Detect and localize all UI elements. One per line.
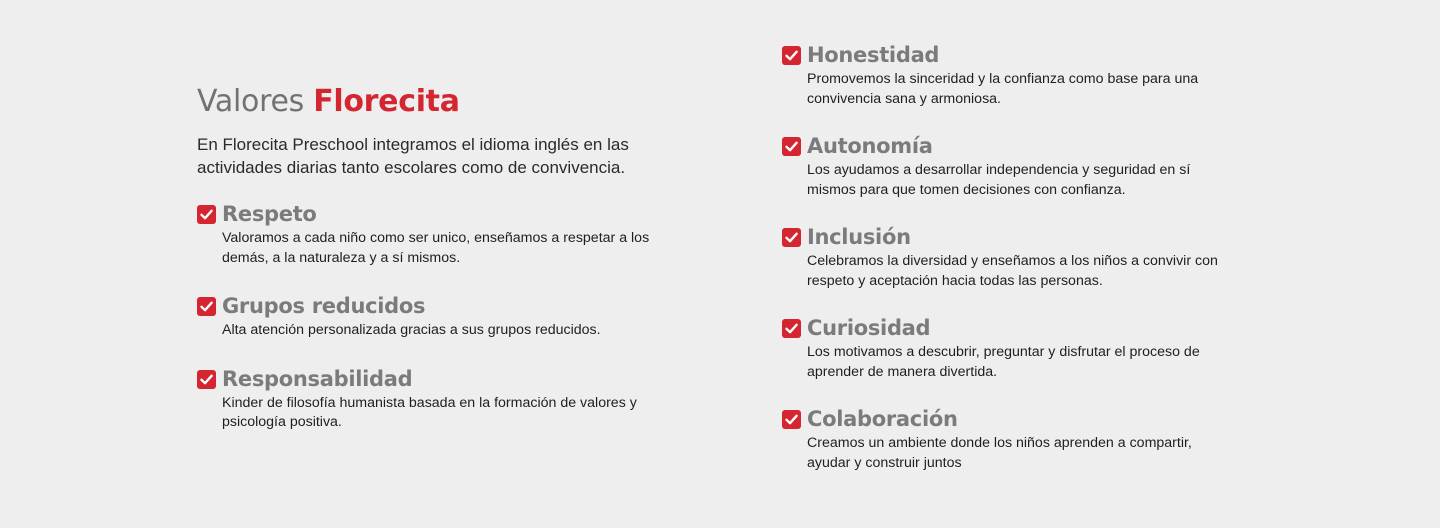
section-intro: En Florecita Preschool integramos el idioma inglés en las actividades diarias tanto escolares como de convivencia. [197,135,629,177]
values-right-column [782,42,1232,497]
value-title: Honestidad [807,43,940,67]
value-item-curiosidad [782,315,1232,382]
checkbox-checked-icon [782,410,801,429]
value-item-responsabilidad [197,366,667,433]
value-description: Creamos un ambiente donde los niños aprenden a compartir, ayudar y construir juntos [807,435,1192,471]
value-title: Inclusión [807,225,911,249]
section-title-brand: Florecita [313,84,460,119]
checkbox-checked-icon [197,370,216,389]
checkbox-checked-icon [782,46,801,65]
value-title: Respeto [222,202,317,226]
checkbox-checked-icon [197,205,216,224]
value-item-inclusion [782,224,1232,291]
value-item-honestidad [782,42,1232,109]
checkbox-checked-icon [197,297,216,316]
checkbox-checked-icon [782,319,801,338]
section-title [197,84,667,120]
value-item-autonomia [782,133,1232,200]
value-item-respeto [197,201,667,268]
values-intro-column [197,84,667,458]
value-description: Los ayudamos a desarrollar independencia y seguridad en sí mismos para que tomen decisiones con confianza. [807,162,1191,198]
right-values-list [782,42,1232,473]
left-values-list [197,201,667,433]
value-description: Valoramos a cada niño como ser unico, enseñamos a respetar a los demás, a la naturaleza y a sí mismos. [222,230,650,266]
section-title-prefix: Valores [197,84,304,119]
value-description: Los motivamos a descubrir, preguntar y disfrutar el proceso de aprender de manera divertida. [807,344,1200,380]
value-title: Colaboración [807,407,958,431]
value-description: Promovemos la sinceridad y la confianza como base para una convivencia sana y armoniosa. [807,71,1199,107]
value-item-grupos-reducidos [197,293,667,341]
checkbox-checked-icon [782,137,801,156]
value-item-colaboracion [782,406,1232,473]
value-title: Responsabilidad [222,366,413,391]
value-title: Grupos reducidos [222,294,426,318]
value-description: Alta atención personalizada gracias a sus grupos reducidos. [222,322,601,338]
value-title: Curiosidad [807,316,931,340]
value-title: Autonomía [807,134,933,158]
checkbox-checked-icon [782,228,801,247]
value-description: Kinder de filosofía humanista basada en la formación de valores y psicología positiva. [222,394,637,430]
value-description: Celebramos la diversidad y enseñamos a los niños a convivir con respeto y aceptación hacia todas las personas. [807,253,1218,289]
